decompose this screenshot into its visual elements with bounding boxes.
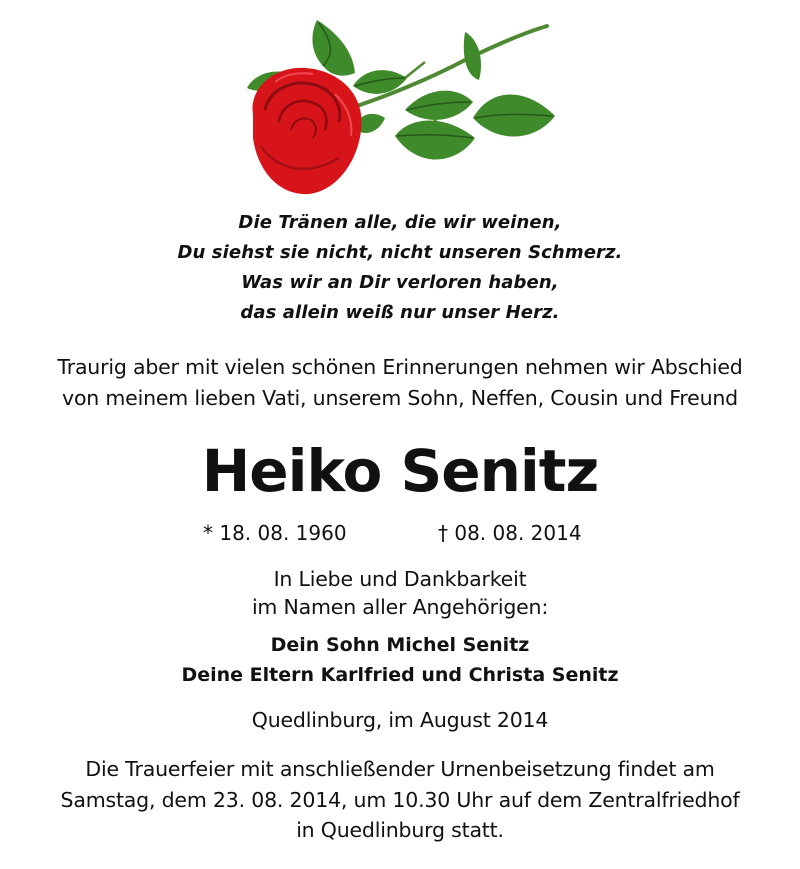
birth-date: * 18. 08. 1960 xyxy=(203,521,347,545)
funeral-line-2: Samstag, dem 23. 08. 2014, um 10.30 Uhr auf dem Zentralfriedhof xyxy=(60,788,740,812)
intro-line-2: von meinem lieben Vati, unserem Sohn, Neffen, Cousin und Freund xyxy=(62,386,738,410)
intro-line-1: Traurig aber mit vielen schönen Erinnerungen nehmen wir Abschied xyxy=(57,355,743,379)
mourner-line-1: Dein Sohn Michel Senitz xyxy=(270,634,530,656)
place-date: Quedlinburg, im August 2014 xyxy=(251,708,549,732)
poem-line-1: Die Tränen alle, die wir weinen, xyxy=(238,212,562,233)
poem-line-4: das allein weiß nur unser Herz. xyxy=(240,302,560,323)
deceased-name: Heiko Senitz xyxy=(201,437,599,505)
red-rose-icon xyxy=(235,18,565,198)
funeral-line-3: in Quedlinburg statt. xyxy=(296,818,504,842)
death-date: † 08. 08. 2014 xyxy=(438,521,582,545)
mourner-line-2: Deine Eltern Karlfried und Christa Senitz xyxy=(181,664,619,686)
funeral-line-1: Die Trauerfeier mit anschließender Urnenbeisetzung findet am xyxy=(85,757,715,781)
dedication-line-2: im Namen aller Angehörigen: xyxy=(251,595,549,619)
dedication-line-1: In Liebe und Dankbarkeit xyxy=(273,567,527,591)
poem-line-3: Was wir an Dir verloren haben, xyxy=(241,272,559,293)
poem-line-2: Du siehst sie nicht, nicht unseren Schmerz. xyxy=(177,242,623,263)
